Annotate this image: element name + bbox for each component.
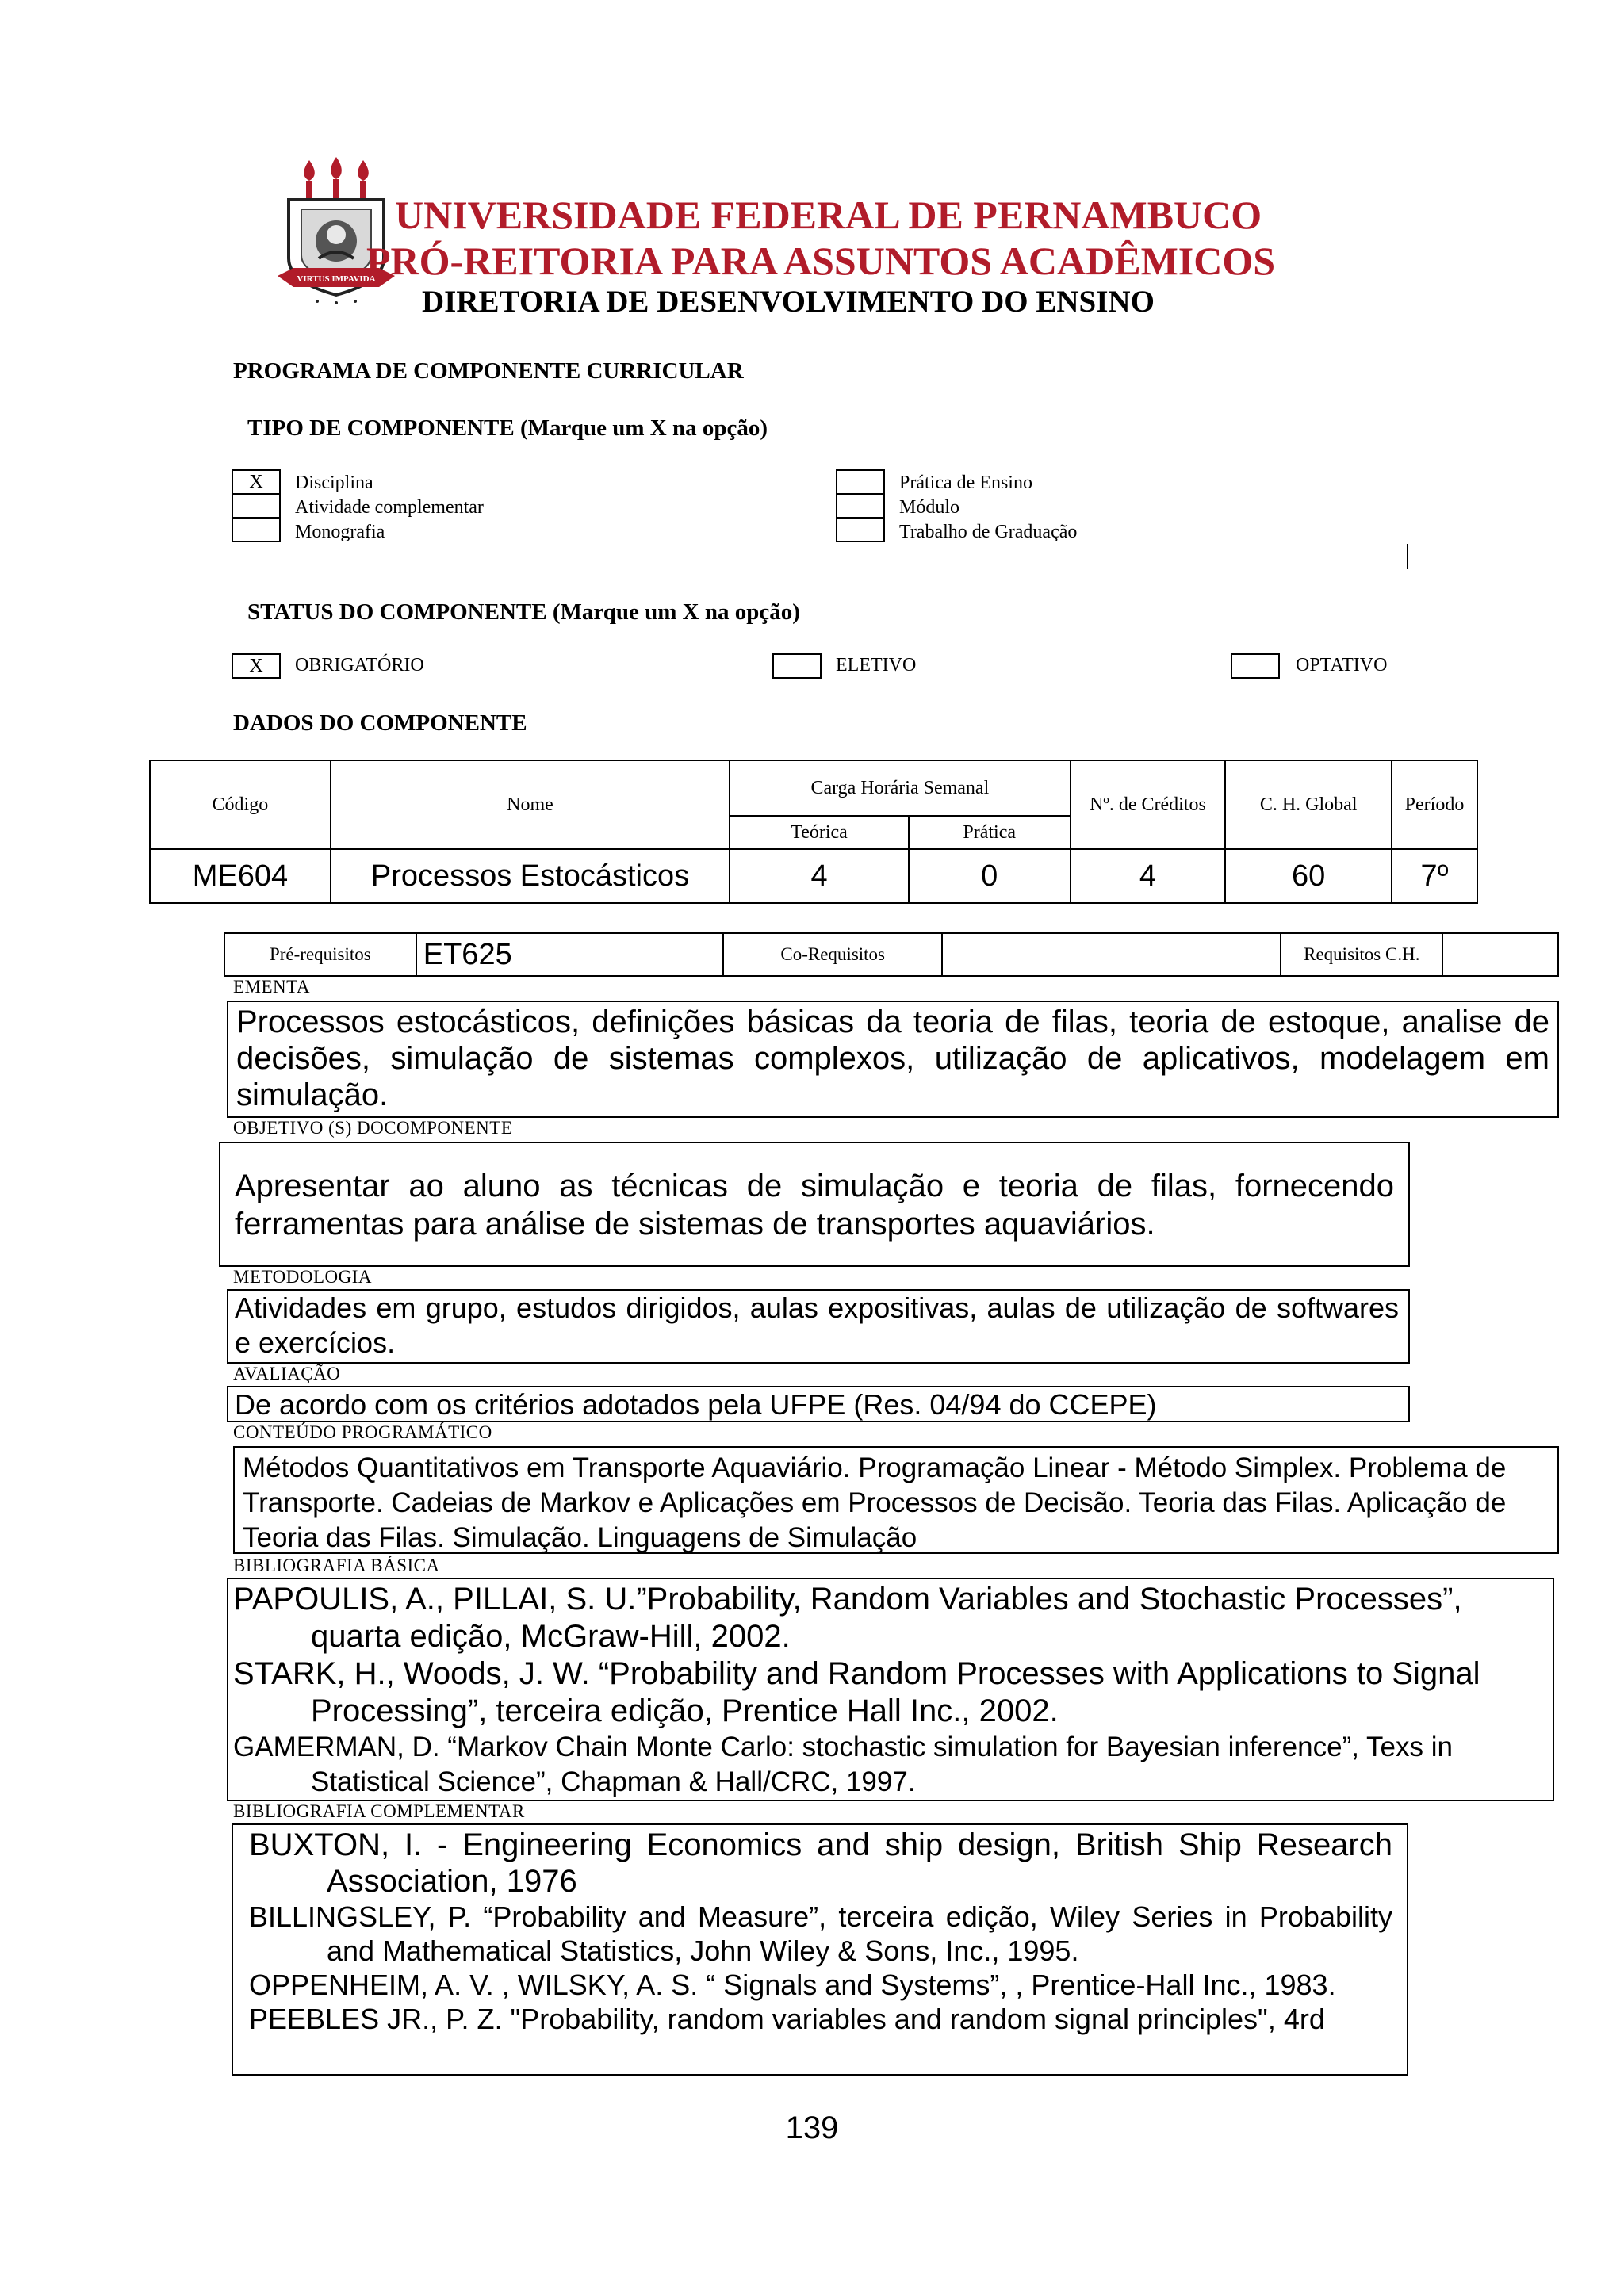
prereq-label: Pré-requisitos <box>224 933 416 976</box>
objetivo-text: Apresentar ao aluno as técnicas de simulação e teoria de filas, fornecendo ferramentas para análise de sistemas de transportes aquaviários. <box>235 1169 1394 1242</box>
option-label: Trabalho de Graduação <box>899 522 1078 542</box>
value-nome: Processos Estocásticos <box>331 849 730 903</box>
checkbox-disciplina[interactable]: X <box>232 469 281 495</box>
option-label-eletivo: ELETIVO <box>836 655 917 675</box>
option-label: Prática de Ensino <box>899 473 1032 493</box>
avaliacao-label: AVALIAÇÃO <box>233 1364 341 1383</box>
bib-basica-ref: PAPOULIS, A., PILLAI, S. U.”Probability, Random Variables and Stochastic Processes”, quarta edição, McGraw-Hill, 2002. <box>233 1582 1462 1654</box>
prereq-table <box>224 932 1559 977</box>
checkbox-atividade-complementar[interactable] <box>232 493 281 519</box>
option-label: Atividade complementar <box>295 497 484 518</box>
avaliacao-box <box>227 1386 1410 1422</box>
conteudo-box <box>233 1446 1559 1554</box>
status-title: STATUS DO COMPONENTE (Marque um X na opção) <box>247 599 800 625</box>
bib-basica-ref: GAMERMAN, D. “Markov Chain Monte Carlo: stochastic simulation for Bayesian inference”, Texs in Statistical Science”, Chapman & Hall/CRC, 1997. <box>233 1732 1453 1797</box>
bib-complementar-ref: BUXTON, I. - Engineering Economics and ship design, British Ship Research Association, 1976 <box>249 1827 1392 1899</box>
checkbox-pratica-de-ensino[interactable] <box>836 469 885 495</box>
option-label: Módulo <box>899 497 960 518</box>
option-label: Disciplina <box>295 473 373 493</box>
tipo-right-checkbox-column <box>836 469 885 542</box>
page-number: 139 <box>785 2110 839 2145</box>
requisitos-ch-label: Requisitos C.H. <box>1281 933 1442 976</box>
tipo-title: TIPO DE COMPONENTE (Marque um X na opção) <box>247 415 768 441</box>
header-teorica: Teórica <box>730 816 909 849</box>
value-ch-global: 60 <box>1225 849 1392 903</box>
dados-table <box>149 760 1478 904</box>
header-carga-horaria: Carga Horária Semanal <box>730 760 1070 816</box>
bib-basica-ref: STARK, H., Woods, J. W. “Probability and Random Processes with Applications to Signal Processing”, terceira edição, Prentice Hall Inc., 2002. <box>233 1656 1480 1728</box>
header-periodo: Período <box>1392 760 1477 849</box>
checkbox-eletivo[interactable] <box>772 653 822 679</box>
option-label-obrigatorio: OBRIGATÓRIO <box>295 655 424 675</box>
bib-complementar-ref: BILLINGSLEY, P. “Probability and Measure”, terceira edição, Wiley Series in Probability and Mathematical Statistics, John Wiley & Sons, Inc., 1995. <box>249 1900 1392 1967</box>
dados-title: DADOS DO COMPONENTE <box>233 710 527 736</box>
tipo-left-checkbox-column <box>232 469 281 542</box>
stray-mark <box>1407 544 1408 569</box>
header-codigo: Código <box>150 760 331 849</box>
header-nome: Nome <box>331 760 730 849</box>
conteudo-text: Métodos Quantitativos em Transporte Aquaviário. Programação Linear - Método Simplex. Problema de Transporte. Cadeias de Markov e Aplicações em Processos de Decisão. Teoria das Filas. Aplicação de Teoria das Filas. Simulação. Linguagens de Simulação <box>243 1452 1507 1553</box>
university-logo <box>278 157 395 308</box>
checkbox-monografia[interactable] <box>232 517 281 542</box>
university-title: UNIVERSIDADE FEDERAL DE PERNAMBUCO <box>395 193 1262 237</box>
objetivo-label: OBJETIVO (S) DOCOMPONENTE <box>233 1118 513 1138</box>
header-pratica: Prática <box>909 816 1071 849</box>
requisitos-ch-value <box>1442 933 1558 976</box>
option-label-optativo: OPTATIVO <box>1296 655 1388 675</box>
metodologia-label: METODOLOGIA <box>233 1267 373 1287</box>
option-label: Monografia <box>295 522 385 542</box>
value-periodo: 7º <box>1392 849 1477 903</box>
checkbox-obrigatorio[interactable]: X <box>232 653 281 679</box>
checkbox-optativo[interactable] <box>1231 653 1280 679</box>
ementa-label: EMENTA <box>233 977 310 997</box>
avaliacao-text: De acordo com os critérios adotados pela UFPE (Res. 04/94 do CCEPE) <box>235 1388 1157 1421</box>
bib-complementar-ref: PEEBLES JR., P. Z. "Probability, random variables and random signal principles", 4rd <box>249 2003 1325 2035</box>
objetivo-box <box>219 1142 1410 1267</box>
checkbox-modulo[interactable] <box>836 493 885 519</box>
pro-reitoria-title: PRÓ-REITORIA PARA ASSUNTOS ACADÊMICOS <box>366 239 1276 283</box>
value-pratica: 0 <box>909 849 1071 903</box>
header-ch-global: C. H. Global <box>1225 760 1392 849</box>
bib-complementar-ref: OPPENHEIM, A. V. , WILSKY, A. S. “ Signals and Systems”, , Prentice-Hall Inc., 1983. <box>249 1969 1336 2001</box>
checkbox-trabalho-de-graduacao[interactable] <box>836 517 885 542</box>
ementa-box <box>227 1001 1559 1118</box>
value-codigo: ME604 <box>150 849 331 903</box>
coreq-label: Co-Requisitos <box>723 933 942 976</box>
bib-complementar-label: BIBLIOGRAFIA COMPLEMENTAR <box>233 1801 525 1821</box>
metodologia-text: Atividades em grupo, estudos dirigidos, aulas expositivas, aulas de utilização de softwares e exercícios. <box>235 1292 1399 1359</box>
bib-basica-box <box>227 1578 1554 1801</box>
tipo-right-labels <box>899 471 1077 545</box>
conteudo-label: CONTEÚDO PROGRAMÁTICO <box>233 1422 492 1442</box>
diretoria-title: DIRETORIA DE DESENVOLVIMENTO DO ENSINO <box>422 285 1155 319</box>
coreq-value <box>942 933 1281 976</box>
prereq-value: ET625 <box>416 933 724 976</box>
program-title: PROGRAMA DE COMPONENTE CURRICULAR <box>233 358 744 384</box>
ementa-text: Processos estocásticos, definições básicas da teoria de filas, teoria de estoque, analise de decisões, simulação de sistemas complexos, utilização de aplicativos, modelagem em simulação. <box>236 1004 1549 1112</box>
value-creditos: 4 <box>1071 849 1226 903</box>
header-creditos: Nº. de Créditos <box>1071 760 1226 849</box>
bib-complementar-box <box>232 1823 1408 2076</box>
bib-basica-label: BIBLIOGRAFIA BÁSICA <box>233 1556 440 1575</box>
value-teorica: 4 <box>730 849 909 903</box>
tipo-left-labels <box>295 471 484 545</box>
metodologia-box <box>227 1289 1410 1364</box>
logo-motto: VIRTUS IMPAVIDA <box>297 274 376 284</box>
